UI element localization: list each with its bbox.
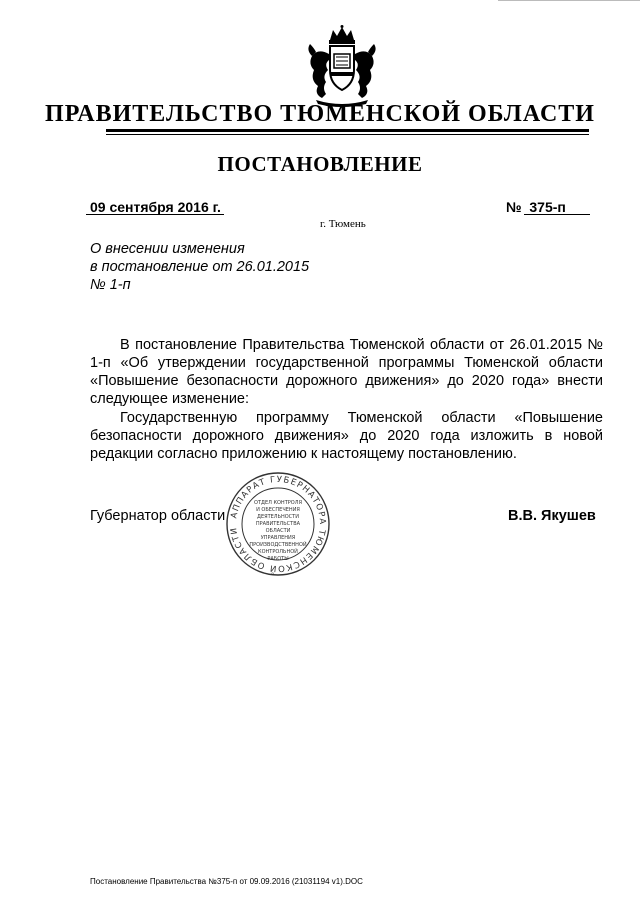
top-edge-line [498,0,640,1]
signatory-name: В.В. Якушев [508,508,596,524]
government-title: ПРАВИТЕЛЬСТВО ТЮМЕНСКОЙ ОБЛАСТИ [45,101,595,127]
svg-text:ОБЛАСТИ: ОБЛАСТИ [265,528,291,534]
footer-file-reference: Постановление Правительства №375-п от 09.09.2016 (21031194 v1).DOC [90,877,363,886]
svg-text:ОТДЕЛ КОНТРОЛЯ: ОТДЕЛ КОНТРОЛЯ [254,500,302,506]
official-stamp-icon [224,470,332,578]
subject-line-1: О внесении изменения [90,241,245,257]
document-subject [90,240,309,294]
header-rule-thick [106,129,589,132]
stamp-ring-text: АППАРАТ ГУБЕРНАТОРА ТЮМЕНСКОЙ ОБЛАСТИ [228,474,328,574]
signatory-position: Губернатор области [90,508,226,524]
body-paragraph-1: В постановление Правительства Тюменской области от 26.01.2015 № 1-п «Об утверждении государственной программы Тюменской области «Повышение безопасности дорожного движения» до 2020 года» внести следующее изменение: [90,337,603,407]
document-city: г. Тюмень [320,218,366,230]
document-date: 09 сентября 2016 г. [90,199,221,215]
number-underline [524,214,590,215]
document-type-title: ПОСТАНОВЛЕНИЕ [217,152,423,176]
svg-text:ПРОИЗВОДСТВЕННОЙ: ПРОИЗВОДСТВЕННОЙ [249,542,307,548]
svg-text:РАБОТЫ: РАБОТЫ [267,556,289,562]
svg-text:ДЕЯТЕЛЬНОСТИ: ДЕЯТЕЛЬНОСТИ [257,514,299,520]
svg-text:ПРАВИТЕЛЬСТВА: ПРАВИТЕЛЬСТВА [255,521,301,527]
subject-line-3: № 1-п [90,277,131,293]
date-underline [86,214,224,215]
header-rule-thin [106,134,589,135]
svg-text:И ОБЕСПЕЧЕНИЯ: И ОБЕСПЕЧЕНИЯ [256,507,300,513]
subject-line-2: в постановление от 26.01.2015 [90,259,310,275]
body-paragraph-2: Государственную программу Тюменской области «Повышение безопасности дорожного движения» до 2020 года изложить в новой редакции согласно приложению к настоящему постановлению. [90,410,603,462]
svg-text:УПРАВЛЕНИЯ: УПРАВЛЕНИЯ [260,535,296,541]
coat-of-arms-icon [300,24,384,108]
document-number: № 375-п [506,199,566,215]
svg-text:КОНТРОЛЬНОЙ: КОНТРОЛЬНОЙ [258,549,298,555]
